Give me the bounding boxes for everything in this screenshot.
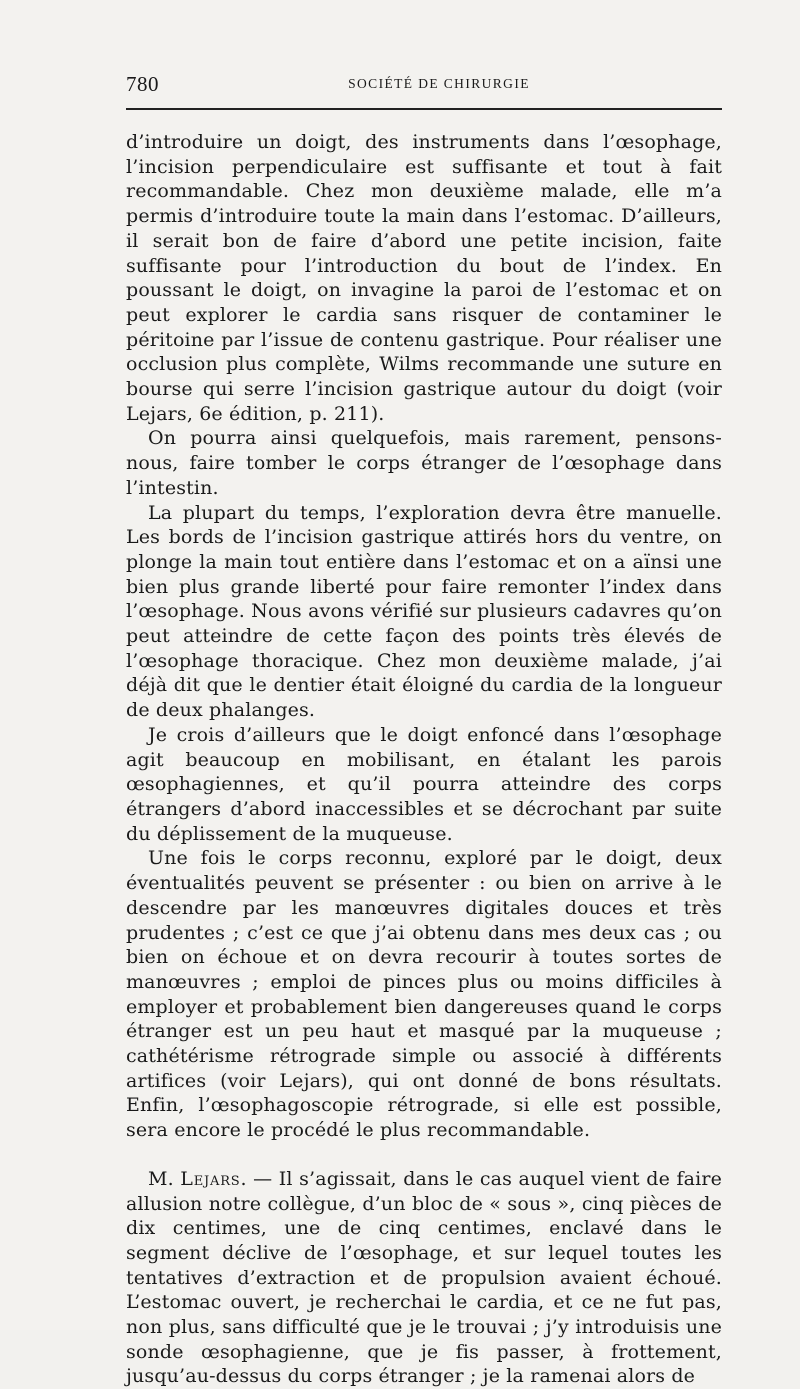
paragraph: La plupart du temps, l’exploration devra être manuelle. Les bords de l’incision gastrique attirés hors du ventre, on plonge la main tout entière dans l’estomac et on a aïnsi une bien plus grande liberté pour faire remonter l’index dans l’œsophage. Nous avons vérifié sur plusieurs cadavres qu’on peut atteindre de cette façon des points très élevés de l’œsophage thoracique. Chez mon deuxième malade, j’ai déjà dit que le dentier était éloigné du cardia de la longueur de deux phalanges. bbox=[126, 501, 722, 722]
speaker-name: Lejars bbox=[180, 1167, 241, 1190]
paragraph: Je crois d’ailleurs que le doigt enfoncé dans l’œsophage agit beaucoup en mobilisant, en étalant les parois œsophagiennes, et qu’il pourra atteindre des corps étrangers d’abord inaccessibles et se décrochant par suite du déplissement de la muqueuse. bbox=[126, 723, 722, 845]
page-header bbox=[126, 68, 722, 100]
paragraph: d’introduire un doigt, des instruments dans l’œsophage, l’incision perpendiculaire est suffisante et tout à fait recommandable. Chez mon deuxième malade, elle m’a permis d’introduire toute la main dans l’estomac. D’ailleurs, il serait bon de faire d’abord une petite incision, faite suffisante pour l’introduction du bout de l’index. En poussant le doigt, on invagine la paroi de l’estomac et on peut explorer le cardia sans risquer de contaminer le péritoine par l’issue de contenu gastrique. Pour réaliser une occlusion plus complète, Wilms recommande une suture en bourse qui serre l’incision gastrique autour du doigt (voir Lejars, 6e édition, p. 211). bbox=[126, 131, 722, 425]
running-title: SOCIÉTÉ DE CHIRURGIE bbox=[348, 76, 530, 91]
discussion-paragraph bbox=[126, 1167, 722, 1389]
body-text bbox=[126, 130, 722, 1389]
paragraph: Une fois le corps reconnu, exploré par le doigt, deux éventualités peuvent se présenter : ou bien on arrive à le descendre par les manœuvres digitales douces et très prudentes ; c’est ce que j’ai obtenu dans mes deux cas ; ou bien on échoue et on devra recourir à toutes sortes de manœuvres ; emploi de pinces plus ou moins difficiles à employer et probablement bien dangereuses quand le corps étranger est un peu haut et masqué par la muqueuse ; cathétérisme rétrograde simple ou associé à différents artifices (voir Lejars), qui ont donné de bons résultats. Enfin, l’œsophagoscopie rétrograde, si elle est possible, sera encore le procédé le plus recommandable. bbox=[126, 847, 722, 1142]
discussion-text: . — Il s’agissait, dans le cas auquel vient de faire allusion notre collègue, d’un bloc de « sous », cinq pièces de dix centimes, une de cinq centimes, enclavé dans le segment déclive de l’œsophage, et sur lequel toutes les tentatives d’extraction et de propulsion avaient échoué. L’estomac ouvert, je recherchai le cardia, et ce ne fut pas, non plus, sans difficulté que je le trouvai ; j’y introduisis une sonde œsophagienne, que je fis passer, à frottement, jusqu’au-dessus du corps étranger ; je la ramenai alors de bbox=[126, 1167, 722, 1388]
paragraph: On pourra ainsi quelquefois, mais rarement, pensons-nous, faire tomber le corps étranger de l’œsophage dans l’intestin. bbox=[126, 427, 722, 499]
speaker-prefix: M. bbox=[148, 1167, 174, 1190]
page-number: 780 bbox=[126, 72, 159, 96]
section-gap bbox=[126, 1143, 722, 1167]
header-rule bbox=[126, 108, 722, 110]
